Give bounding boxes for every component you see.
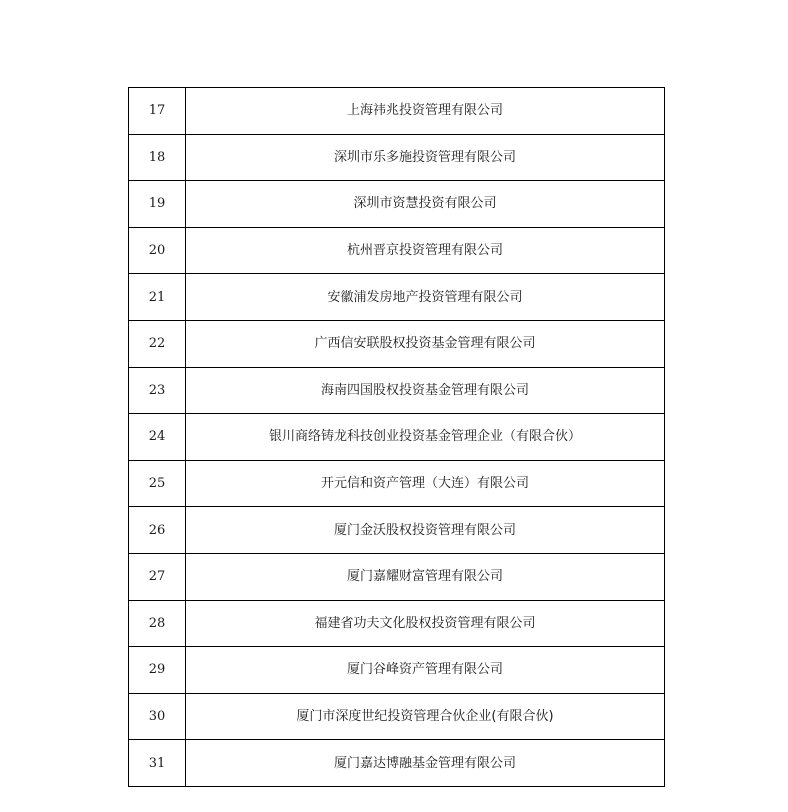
company-name: 厦门嘉达博融基金管理有限公司 bbox=[186, 740, 665, 787]
company-name: 厦门市深度世纪投资管理合伙企业(有限合伙) bbox=[186, 693, 665, 740]
row-number: 22 bbox=[129, 320, 186, 367]
company-name: 海南四国股权投资基金管理有限公司 bbox=[186, 367, 665, 414]
table-row bbox=[129, 181, 665, 228]
table-row bbox=[129, 134, 665, 181]
table-row bbox=[129, 740, 665, 787]
company-name: 广西信安联股权投资基金管理有限公司 bbox=[186, 320, 665, 367]
company-name: 厦门金沃股权投资管理有限公司 bbox=[186, 507, 665, 554]
table-row bbox=[129, 507, 665, 554]
company-name: 深圳市资慧投资有限公司 bbox=[186, 181, 665, 228]
company-name: 厦门谷峰资产管理有限公司 bbox=[186, 647, 665, 694]
table-row bbox=[129, 647, 665, 694]
company-name: 深圳市乐多施投资管理有限公司 bbox=[186, 134, 665, 181]
company-name: 上海祎兆投资管理有限公司 bbox=[186, 88, 665, 135]
row-number: 24 bbox=[129, 414, 186, 461]
row-number: 18 bbox=[129, 134, 186, 181]
table-row bbox=[129, 88, 665, 135]
row-number: 29 bbox=[129, 647, 186, 694]
table-row bbox=[129, 693, 665, 740]
table-row bbox=[129, 553, 665, 600]
table-row bbox=[129, 460, 665, 507]
row-number: 21 bbox=[129, 274, 186, 321]
row-number: 28 bbox=[129, 600, 186, 647]
table-row bbox=[129, 227, 665, 274]
row-number: 25 bbox=[129, 460, 186, 507]
company-name: 开元信和资产管理（大连）有限公司 bbox=[186, 460, 665, 507]
table-row bbox=[129, 600, 665, 647]
row-number: 23 bbox=[129, 367, 186, 414]
company-name: 银川商络铸龙科技创业投资基金管理企业（有限合伙） bbox=[186, 414, 665, 461]
row-number: 19 bbox=[129, 181, 186, 228]
company-name: 杭州晋京投资管理有限公司 bbox=[186, 227, 665, 274]
company-name: 安徽浦发房地产投资管理有限公司 bbox=[186, 274, 665, 321]
table-row bbox=[129, 367, 665, 414]
row-number: 27 bbox=[129, 553, 186, 600]
table-row bbox=[129, 414, 665, 461]
row-number: 20 bbox=[129, 227, 186, 274]
table-row bbox=[129, 320, 665, 367]
row-number: 17 bbox=[129, 88, 186, 135]
row-number: 31 bbox=[129, 740, 186, 787]
company-list-table bbox=[128, 87, 665, 787]
table-row bbox=[129, 274, 665, 321]
company-name: 厦门嘉耀财富管理有限公司 bbox=[186, 553, 665, 600]
company-name: 福建省功夫文化股权投资管理有限公司 bbox=[186, 600, 665, 647]
row-number: 30 bbox=[129, 693, 186, 740]
row-number: 26 bbox=[129, 507, 186, 554]
